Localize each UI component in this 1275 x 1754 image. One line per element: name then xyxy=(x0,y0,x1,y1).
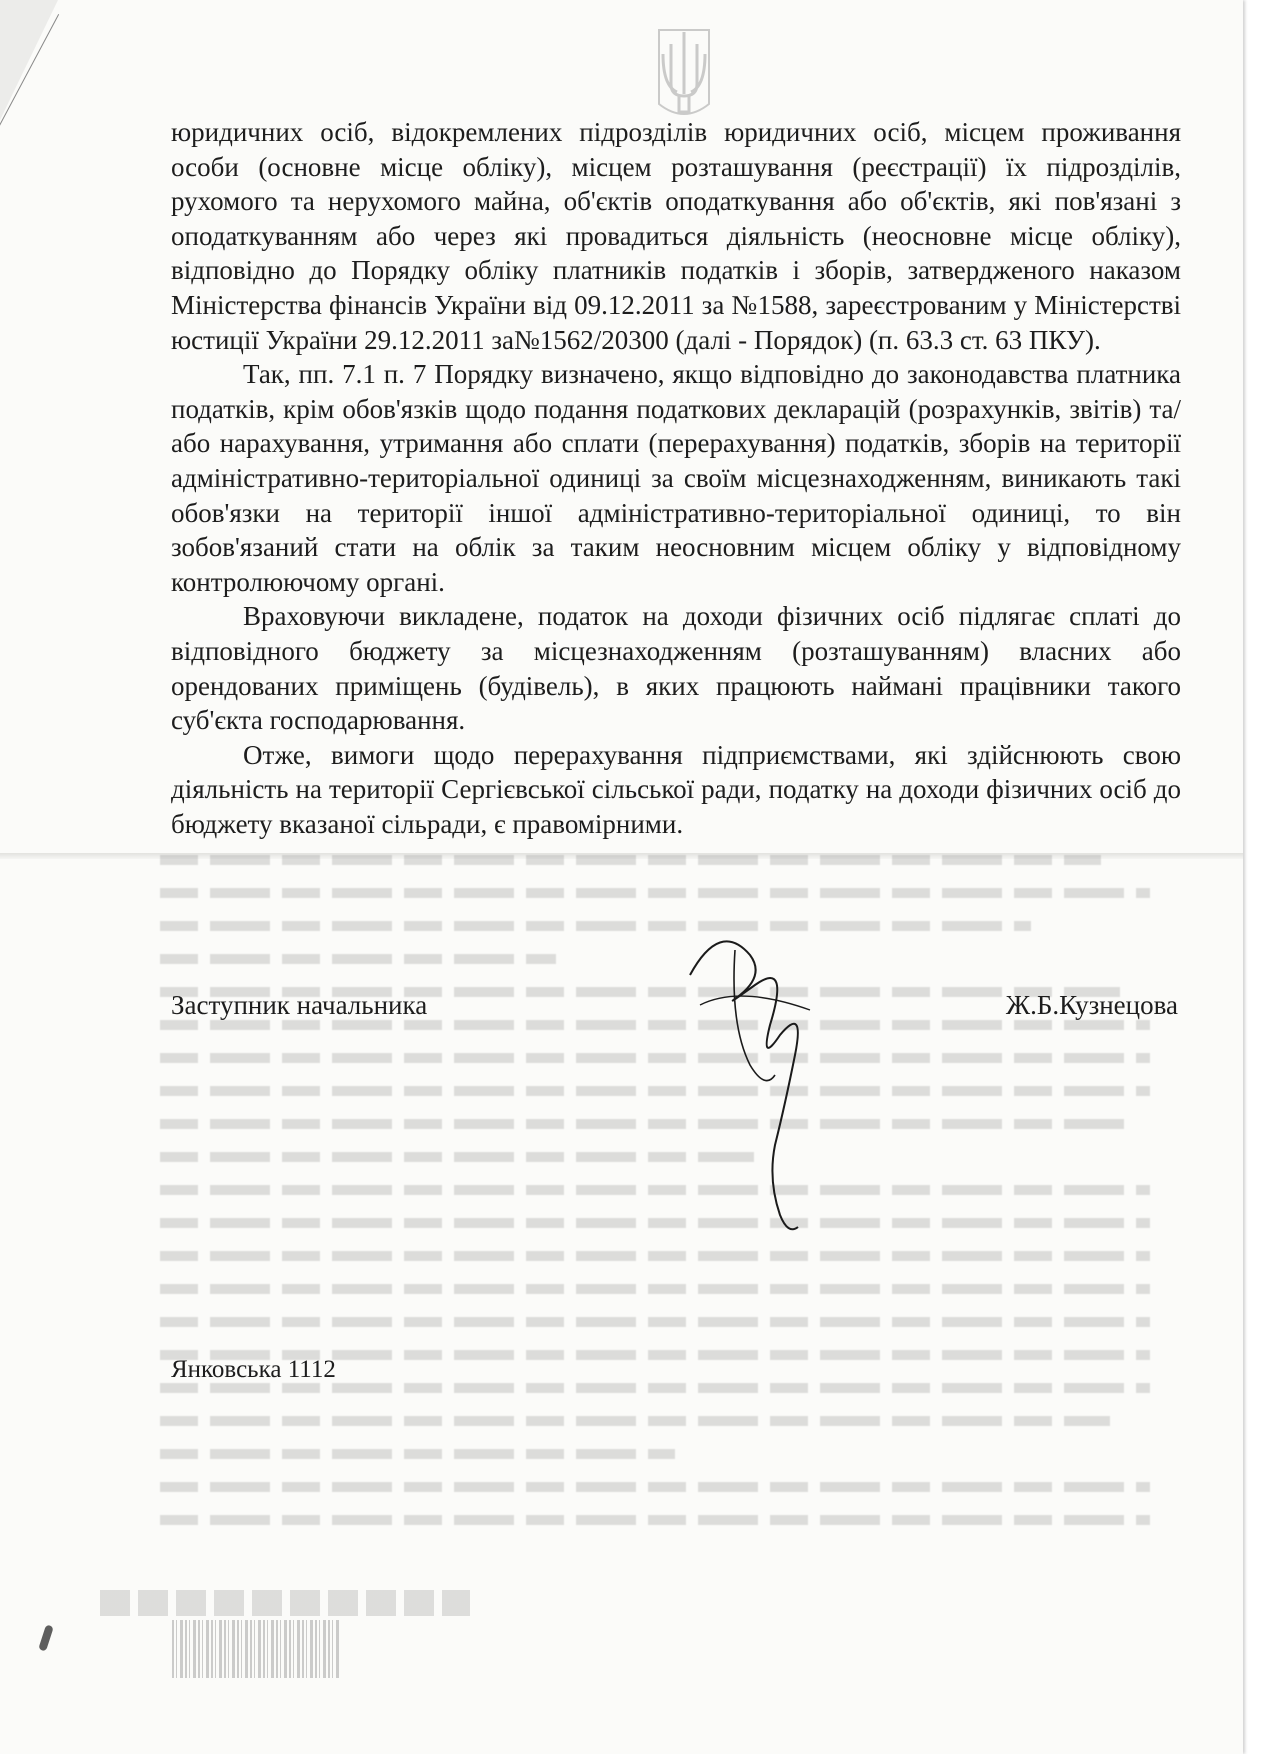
paragraph-procedure-clause: Так, пп. 7.1 п. 7 Порядку визначено, якщо відповідно до законодавства платника податків, крім обов'язків щодо подання податкових декларацій (розрахунків, звітів) та/або нарахування, утримання або сплати (перерахування) податків, зборів на території адміністративно-територіальної одиниці за своїм місцезнаходженням, виникають такі обов'язки на території іншої адміністративно-територіальної одиниці, то він зобов'язаний стати на облік за таким неосновним місцем обліку у відповідному контролюючому органі. xyxy=(171,359,1181,597)
paragraph-registration-places: юридичних осіб, відокремлених підрозділів юридичних осіб, місцем проживання особи (основне місце обліку), місцем розташування (реєстрації) їх підрозділів, рухомого та нерухомого майна, об'єктів оподаткування або об'єктів, які пов'язані з оподаткуванням або через які провадиться діяльність (неосновне місце обліку), відповідно до Порядку обліку платників податків і зборів, затвердженого наказом Міністерства фінансів України від 09.12.2011 за №1588, зареєстрованим у Міністерстві юстиції України 29.12.2011 за№1562/20300 (далі - Порядок) (п. 63.3 ст. 63 ПКУ). xyxy=(171,117,1181,355)
signer-position: Заступник начальника xyxy=(171,990,428,1020)
folded-corner xyxy=(0,0,58,120)
signer-name: Ж.Б.Кузнецова xyxy=(1005,990,1178,1020)
pen-mark xyxy=(38,1624,54,1651)
signature-block xyxy=(171,990,1178,1021)
paragraph-conclusion: Отже, вимоги щодо перерахування підприємствами, які здійснюють свою діяльність на території Сергієвської сільської ради, податку на доходи фізичних осіб до бюджету вказаної сільради, є правомірними. xyxy=(171,739,1181,839)
show-through-text xyxy=(160,855,1150,1675)
handwritten-signature-icon xyxy=(680,915,830,1245)
trident-emblem-icon xyxy=(653,24,715,124)
executor-note: Янковська 1112 xyxy=(171,1356,336,1383)
barcode xyxy=(172,1620,340,1678)
letter-body xyxy=(171,115,1181,841)
registration-stamp xyxy=(100,1590,470,1616)
paragraph-income-tax-payment: Враховуючи викладене, податок на доходи фізичних осіб підлягає сплаті до відповідного бюджету за місцезнаходженням (розташуванням) власних або орендованих приміщень (будівель), в яких працюють наймані працівники такого суб'єкта господарювання. xyxy=(171,601,1181,736)
